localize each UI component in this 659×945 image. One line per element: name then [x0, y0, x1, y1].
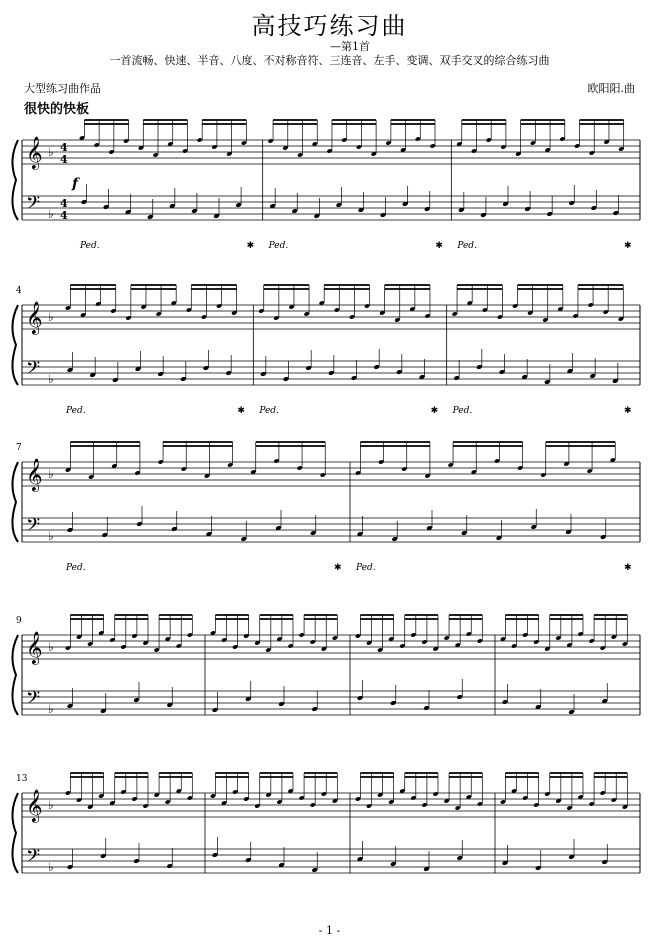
flat-icon: ♭ — [48, 529, 54, 543]
flat-icon: ♭ — [48, 640, 54, 654]
flat-icon: ♭ — [48, 702, 54, 716]
flat-icon: ♭ — [48, 798, 54, 812]
flat-icon: ♭ — [48, 372, 54, 386]
time-signature-bottom: 4 — [60, 153, 68, 166]
bass-clef-icon: 𝄢 — [26, 846, 41, 871]
grand-staff-system — [12, 773, 640, 874]
pedal-release-icon: ✱ — [624, 563, 632, 573]
pedal-release-icon: ✱ — [435, 241, 443, 251]
bass-clef-icon: 𝄢 — [26, 358, 41, 383]
grand-staff-system — [12, 120, 640, 251]
pedal-marking: Ped. — [80, 241, 100, 251]
pedal-release-icon: ✱ — [430, 406, 439, 416]
pedal-release-icon: ✱ — [246, 241, 255, 251]
tempo-marking: 很快的快板 — [24, 102, 90, 117]
treble-clef-icon: 𝄞 — [26, 136, 43, 169]
score-title: 高技巧练习曲 — [251, 12, 408, 40]
time-signature-bottom: 4 — [60, 209, 68, 222]
grand-staff-system — [12, 615, 640, 716]
grand-staff-system — [12, 285, 640, 416]
grand-staff-system — [12, 442, 640, 573]
pedal-release-icon: ✱ — [334, 563, 342, 573]
bass-clef-icon: 𝄢 — [26, 515, 41, 540]
measure-number: 4 — [16, 286, 22, 296]
treble-clef-icon: 𝄞 — [26, 458, 43, 491]
piece-number: —第1首 — [330, 40, 370, 53]
pedal-marking: Ped. — [268, 241, 289, 251]
flat-icon: ♭ — [48, 860, 54, 874]
treble-clef-icon: 𝄞 — [26, 789, 43, 822]
pedal-marking: Ped. — [356, 563, 376, 573]
bass-clef-icon: 𝄢 — [26, 688, 41, 713]
series-label: 大型练习曲作品 — [24, 82, 101, 95]
pedal-marking: Ped. — [259, 406, 279, 416]
pedal-marking: Ped. — [66, 406, 86, 416]
pedal-marking: Ped. — [452, 406, 473, 416]
staff-brace — [12, 635, 18, 715]
flat-icon: ♭ — [48, 310, 54, 324]
treble-clef-icon: 𝄞 — [26, 301, 43, 334]
time-signature-top: 4 — [60, 141, 68, 154]
bass-clef-icon: 𝄢 — [26, 193, 41, 218]
measure-number: 9 — [16, 616, 22, 626]
flat-icon: ♭ — [48, 207, 54, 221]
measure-number: 13 — [16, 774, 28, 784]
pedal-release-icon: ✱ — [624, 241, 632, 251]
pedal-marking: Ped. — [66, 563, 86, 573]
piece-description: 一首流畅、快速、半音、八度、不对称音符、三连音、左手、变调、双手交叉的综合练习曲 — [109, 54, 550, 67]
staff-brace — [12, 793, 18, 873]
time-signature-top: 4 — [60, 197, 68, 210]
composer-credit: 欧阳阳.曲 — [587, 82, 635, 95]
measure-number: 7 — [16, 443, 22, 453]
pedal-release-icon: ✱ — [237, 406, 245, 416]
flat-icon: ♭ — [48, 467, 54, 481]
pedal-release-icon: ✱ — [624, 406, 632, 416]
pedal-marking: Ped. — [457, 241, 477, 251]
staff-brace — [12, 305, 18, 385]
dynamic-marking: f — [72, 176, 79, 192]
staff-brace — [12, 462, 18, 542]
staff-brace — [12, 140, 18, 220]
flat-icon: ♭ — [48, 145, 54, 159]
page-number: - 1 - — [318, 924, 341, 937]
treble-clef-icon: 𝄞 — [26, 631, 43, 664]
